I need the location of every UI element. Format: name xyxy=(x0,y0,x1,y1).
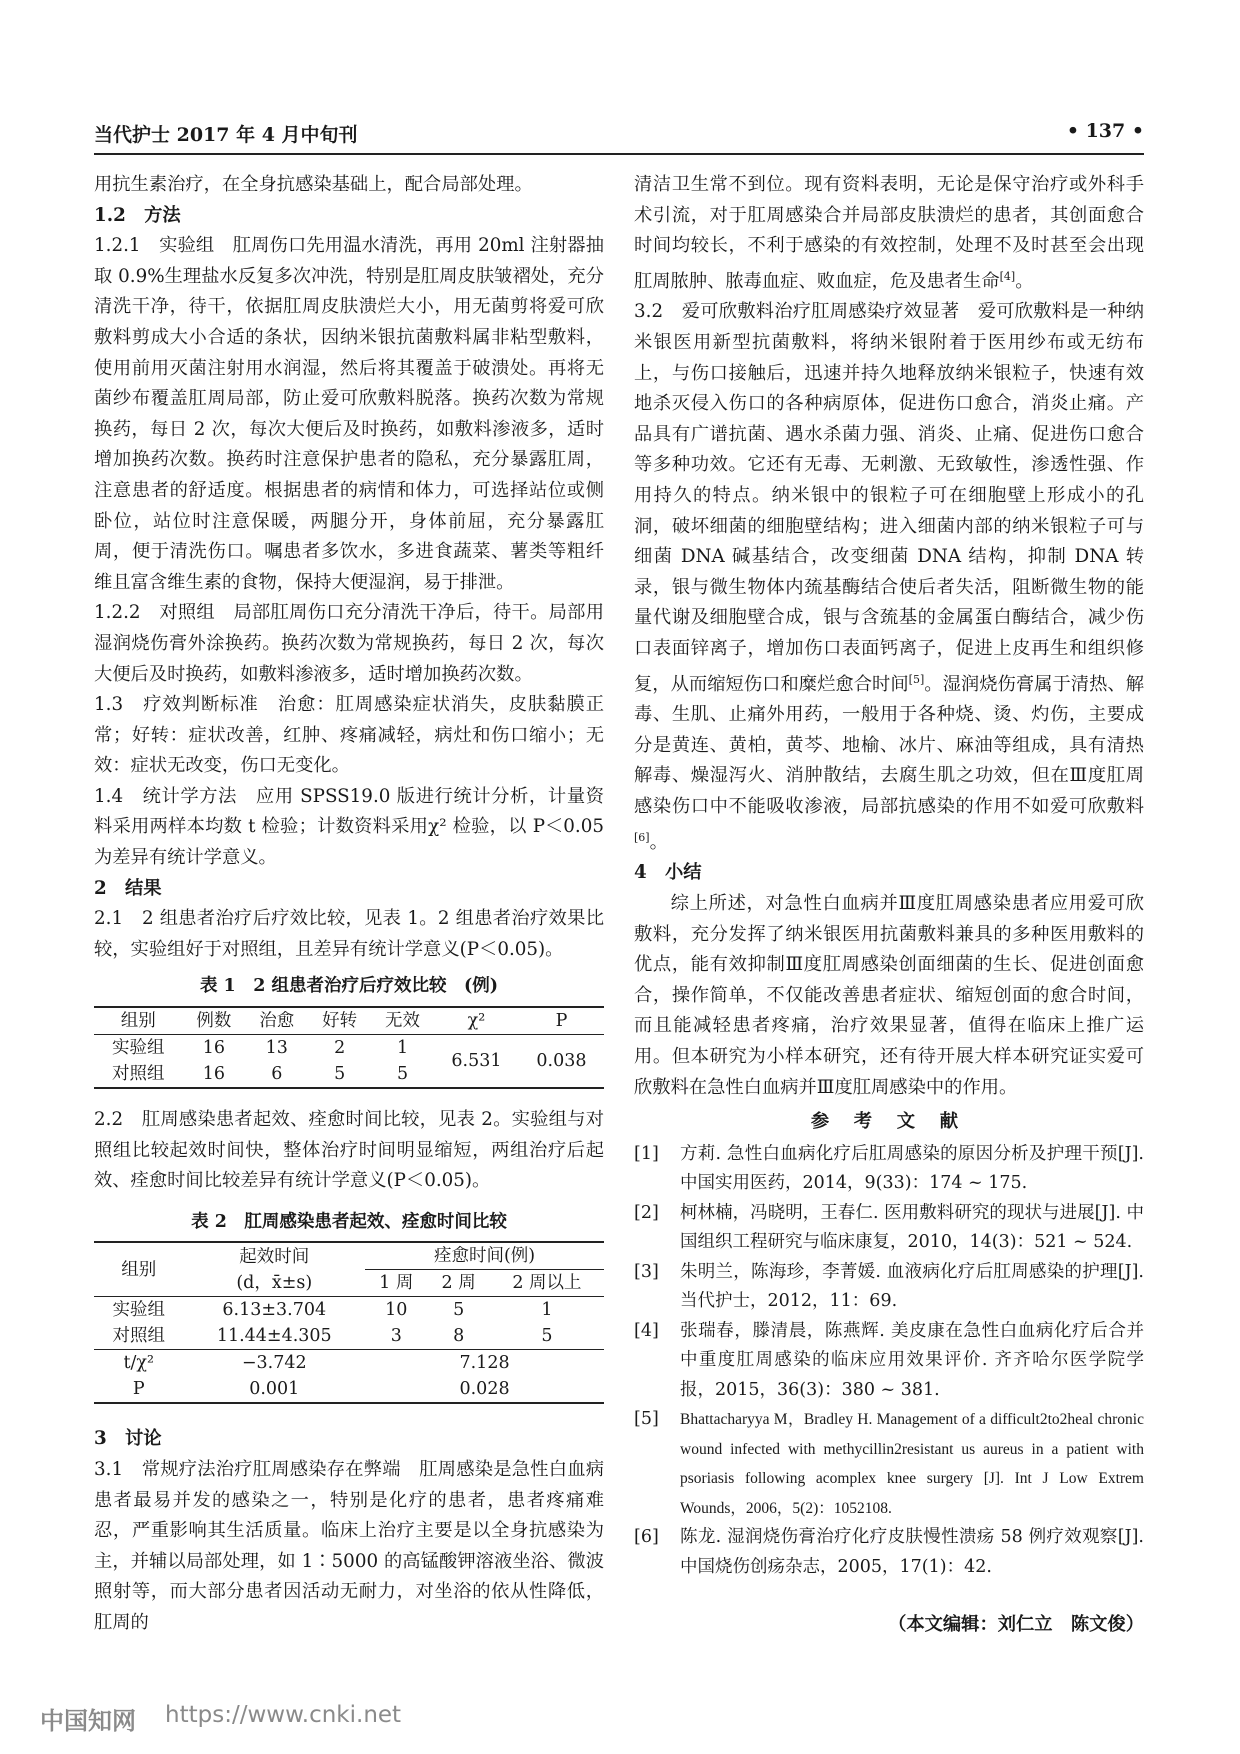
table-cell: 6 xyxy=(245,1061,308,1088)
reference-number: [3] xyxy=(634,1261,659,1282)
paragraph-3-1-continued xyxy=(634,170,1144,297)
text-span: 清洁卫生常不到位。现有资料表明，无论是保守治疗或外科手术引流，对于肛周感染合并局部皮肤溃烂的患者，其创面愈合时间均较长，不利于感染的有效控制，处理不及时甚至会出现肛周脓肿、脓毒血症、败血症，危及患者生命 xyxy=(634,174,1144,292)
references-heading: 参 考 文 献 xyxy=(810,1111,968,1133)
paragraph-3-1: 3.1 常规疗法治疗肛周感染存在弊端 肛周感染是急性白血病患者最易并发的感染之一，特别是化疗的患者，患者疼痛难忍，严重影响其生活质量。临床上治疗主要是以全身抗感染为主，并辅以局部处理，如 1∶5000 的高锰酸钾溶液坐浴、微波照射等，而大部分患者因活动无耐力，对坐浴的依从性降低，肛周的 xyxy=(94,1459,604,1633)
table-cell: 5 xyxy=(371,1061,434,1088)
table-cell: 5 xyxy=(308,1061,371,1088)
paragraph-3-2 xyxy=(634,297,1144,858)
table-header-cell: 好转 xyxy=(308,1007,371,1035)
table-cell: 实验组 xyxy=(94,1035,182,1062)
right-column xyxy=(634,170,1144,1641)
page-number: • 137 • xyxy=(1066,120,1144,142)
table-header-cell: P xyxy=(519,1007,604,1035)
reference-number: [1] xyxy=(634,1143,659,1164)
table-cell: t/χ² xyxy=(94,1350,183,1377)
reference-item xyxy=(634,1140,1144,1199)
cnki-logo: 中国知网 xyxy=(40,1707,136,1735)
left-column xyxy=(94,170,604,1639)
reference-item xyxy=(634,1523,1144,1582)
table-cell: 0.028 xyxy=(365,1376,604,1403)
reference-item xyxy=(634,1317,1144,1406)
table-cell: 10 xyxy=(365,1297,427,1324)
reference-number: [5] xyxy=(634,1409,659,1430)
journal-header: 当代护士 2017 年 4 月中旬刊 xyxy=(94,124,358,146)
paragraph-1-2-2: 1.2.2 对照组 局部肛周伤口充分清洗干净后，待干。局部用湿润烧伤膏外涂换药。换药次数为常规换药，每日 2 次，每次大便后及时换药，如敷料渗液多，适时增加换药次数。 xyxy=(94,602,604,685)
section-1-2-heading: 1.2 方法 xyxy=(94,204,181,226)
table-cell: 对照组 xyxy=(112,1326,165,1347)
table-cell: 16 xyxy=(182,1035,245,1062)
text-span: 。湿润烧伤膏属于清热、解毒、生肌、止痛外用药，一般用于各种烧、烫、灼伤，主要成分是黄连、黄柏，黄芩、地榆、冰片、麻油等组成，具有清热解毒、燥湿泻火、消肿散结，去腐生肌之功效，但在Ⅲ度肛周感染伤口中不能吸收渗液，局部抗感染的作用不如爱可欣敷料 xyxy=(634,673,1145,818)
table-cell: 8 xyxy=(453,1326,465,1347)
reference-item xyxy=(634,1405,1144,1523)
section-3-heading: 3 讨论 xyxy=(94,1428,162,1450)
table-row xyxy=(94,1035,604,1062)
reference-number: [2] xyxy=(634,1202,659,1223)
table-1 xyxy=(94,1006,604,1089)
table-header-cell: 2 周以上 xyxy=(490,1270,604,1297)
paragraph-4: 综上所述，对急性白血病并Ⅲ度肛周感染患者应用爱可欣敷料，充分发挥了纳米银医用抗菌敷料兼具的多种医用敷料的优点，能有效抑制Ⅲ度肛周感染创面细菌的生长、促进创面愈合，操作简单，不仅能改善患者症状、缩短创面的愈合时间，而且能减轻患者疼痛，治疗效果显著，值得在临床上推广运用。但本研究为小样本研究，还有待开展大样本研究证实爱可欣敷料在急性白血病并Ⅲ度肛周感染中的作用。 xyxy=(634,892,1144,1098)
reference-text: 陈龙. 湿润烧伤膏治疗化疗皮肤慢性溃疡 58 例疗效观察[J]. 中国烧伤创疡杂志，2005，17(1)：42. xyxy=(680,1527,1144,1577)
table-cell: 6.13±3.704 xyxy=(183,1297,365,1324)
table-header-cell: 痊愈时间(例) xyxy=(365,1242,604,1270)
paragraph-2-1: 2.1 2 组患者治疗后疗效比较，见表 1。2 组患者治疗效果比较，实验组好于对照组，且差异有统计学意义(P＜0.05)。 xyxy=(94,908,604,960)
table-header-cell: 例数 xyxy=(182,1007,245,1035)
paragraph-1-3: 1.3 疗效判断标准 治愈：肛周感染症状消失，皮肤黏膜正常；好转：症状改善，红肿、疼痛减轻，病灶和伤口缩小；无效：症状无改变，伤口无变化。 xyxy=(94,694,604,777)
table-header-cell: (d，x̄±s) xyxy=(236,1273,313,1294)
reference-text: 张瑞春，滕清晨，陈燕辉. 美皮康在急性白血病化疗后合并中重度肛周感染的临床应用效果评价. 齐齐哈尔医学院学报，2015，36(3)：380 ~ 381. xyxy=(680,1320,1144,1400)
table-cell: 7.128 xyxy=(365,1350,604,1377)
table-cell: 0.038 xyxy=(519,1035,604,1089)
reference-number: [6] xyxy=(634,1527,659,1548)
table-header-cell: 起效时间 xyxy=(183,1242,365,1270)
citation: [5] xyxy=(908,672,925,686)
table-cell: 16 xyxy=(182,1061,245,1088)
cnki-url[interactable]: https://www.cnki.net xyxy=(165,1702,402,1728)
table-cell: 3 xyxy=(390,1326,402,1347)
text-span: 。 xyxy=(649,831,668,853)
table-header-cell: 治愈 xyxy=(245,1007,308,1035)
table-cell: 1 xyxy=(371,1035,434,1062)
table-row xyxy=(94,1350,604,1377)
paragraph-1-4: 1.4 统计学方法 应用 SPSS19.0 版进行统计分析，计量资料采用两样本均数 t 检验；计数资料采用χ² 检验，以 P＜0.05为差异有统计学意义。 xyxy=(94,785,604,869)
table-cell: P xyxy=(94,1376,183,1403)
section-2-heading: 2 结果 xyxy=(94,877,162,899)
table-cell: 1 xyxy=(490,1297,604,1324)
table-row xyxy=(94,1323,604,1350)
text-span: 3.2 爱可欣敷料治疗肛周感染疗效显著 爱可欣敷料是一种纳米银医用新型抗菌敷料，将纳米银附着于医用纱布或无纺布上，与伤口接触后，迅速并持久地释放纳米银粒子，快速有效地杀灭侵入伤口的各种病原体，促进伤口愈合，消炎止痛。产品具有广谱抗菌、遇水杀菌力强、消炎、止痛、促进伤口愈合等多种功效。它还有无毒、无刺激、无致敏性，渗透性强、作用持久的特点。纳米银中的银粒子可在细胞壁上形成小的孔洞，破坏细菌的细胞壁结构；进入细菌内部的纳米银粒子可与细菌 DNA 碱基结合，改变细菌 DNA 结构，抑制 DNA 转录，银与微生物体内巯基酶结合使后者失活，阻断微生物的能量代谢及细胞壁合成，银与含巯基的金属蛋白酶结合，减少伤口表面锌离子，增加伤口表面钙离子，促进上皮再生和组织修复，从而缩短伤口和糜烂愈合时间 xyxy=(634,301,1144,695)
reference-text: 朱明兰，陈海珍，李菁媛. 血液病化疗后肛周感染的护理[J]. 当代护士，2012，11：69. xyxy=(680,1261,1144,1312)
paragraph-2-2: 2.2 肛周感染患者起效、痊愈时间比较，见表 2。实验组与对照组比较起效时间快，整体治疗时间明显缩短，两组治疗后起效、痊愈时间比较差异有统计学意义(P＜0.05)。 xyxy=(94,1109,604,1192)
table-cell: 11.44±4.305 xyxy=(216,1326,332,1347)
citation: [4] xyxy=(999,269,1016,283)
table-row xyxy=(94,1297,604,1324)
reference-text: 方莉. 急性白血病化疗后肛周感染的原因分析及护理干预[J]. 中国实用医药，2014，9(33)：174 ~ 175. xyxy=(680,1143,1144,1194)
reference-item xyxy=(634,1199,1144,1258)
section-4-heading: 4 小结 xyxy=(634,862,702,884)
table-header-cell: 组别 xyxy=(94,1007,182,1035)
table-row xyxy=(94,1376,604,1403)
editor-credit: （本文编辑：刘仁立 陈文俊） xyxy=(888,1614,1144,1636)
table-cell: 6.531 xyxy=(434,1035,519,1089)
table-header-cell: χ² xyxy=(434,1007,519,1035)
table-cell: 2 xyxy=(308,1035,371,1062)
table-cell: 0.001 xyxy=(183,1376,365,1403)
reference-text: Bhattacharyya M，Bradley H. Management of a difficult2to2heal chronic wound infected with methycillin2resistant us aureus in a patient with psoriasis following acomplex knee surgery [J]. Int J Low Extrem Wounds，2006，5(2)：1052108. xyxy=(680,1411,1144,1517)
table-header-cell: 1 周 xyxy=(365,1270,427,1297)
table-header-cell: 无效 xyxy=(371,1007,434,1035)
table-cell: 5 xyxy=(427,1297,489,1324)
table-cell: 对照组 xyxy=(94,1061,182,1088)
table-2-caption: 表 2 肛周感染患者起效、痊愈时间比较 xyxy=(191,1211,507,1232)
table-cell: 5 xyxy=(541,1326,553,1347)
table-cell: 实验组 xyxy=(94,1297,183,1324)
paragraph-intro-end: 用抗生素治疗，在全身抗感染基础上，配合局部处理。 xyxy=(94,174,533,195)
table-2 xyxy=(94,1241,604,1404)
citation: [6] xyxy=(634,830,650,844)
table-cell: −3.742 xyxy=(183,1350,365,1377)
reference-item xyxy=(634,1258,1144,1317)
reference-text: 柯林楠，冯晓明，王春仁. 医用敷料研究的现状与进展[J]. 中国组织工程研究与临床康复，2010，14(3)：521 ~ 524. xyxy=(680,1202,1144,1253)
table-1-caption: 表 1 2 组患者治疗后疗效比较 (例) xyxy=(199,976,499,997)
table-header-cell: 组别 xyxy=(94,1242,183,1297)
table-cell: 13 xyxy=(245,1035,308,1062)
header-divider xyxy=(94,153,1144,155)
reference-number: [4] xyxy=(634,1320,659,1341)
text-span: 。 xyxy=(1015,270,1034,292)
table-header-cell: 2 周 xyxy=(427,1270,489,1297)
paragraph-1-2-1: 1.2.1 实验组 肛周伤口先用温水清洗，再用 20ml 注射器抽取 0.9%生理盐水反复多次冲洗，特别是肛周皮肤皱褶处，充分清洗干净，待干，依据肛周皮肤溃烂大小，用无菌剪将爱可欣敷料剪成大小合适的条状，因纳米银抗菌敷料属非粘型敷料，使用前用灭菌注射用水润湿，然后将其覆盖于破溃处。再将无菌纱布覆盖肛周局部，防止爱可欣敷料脱落。换药次数为常规换药，每日 2 次，每次大便后及时换药，如敷料渗液多，适时增加换药次数。换药时注意保护患者的隐私，充分暴露肛周，注意患者的舒适度。根据患者的病情和体力，可选择站位或侧卧位，站位时注意保暖，两腿分开，身体前屈，充分暴露肛周，便于清洗伤口。嘱患者多饮水，多进食蔬菜、薯类等粗纤维且富含维生素的食物，保持大便湿润，易于排泄。 xyxy=(94,235,604,593)
